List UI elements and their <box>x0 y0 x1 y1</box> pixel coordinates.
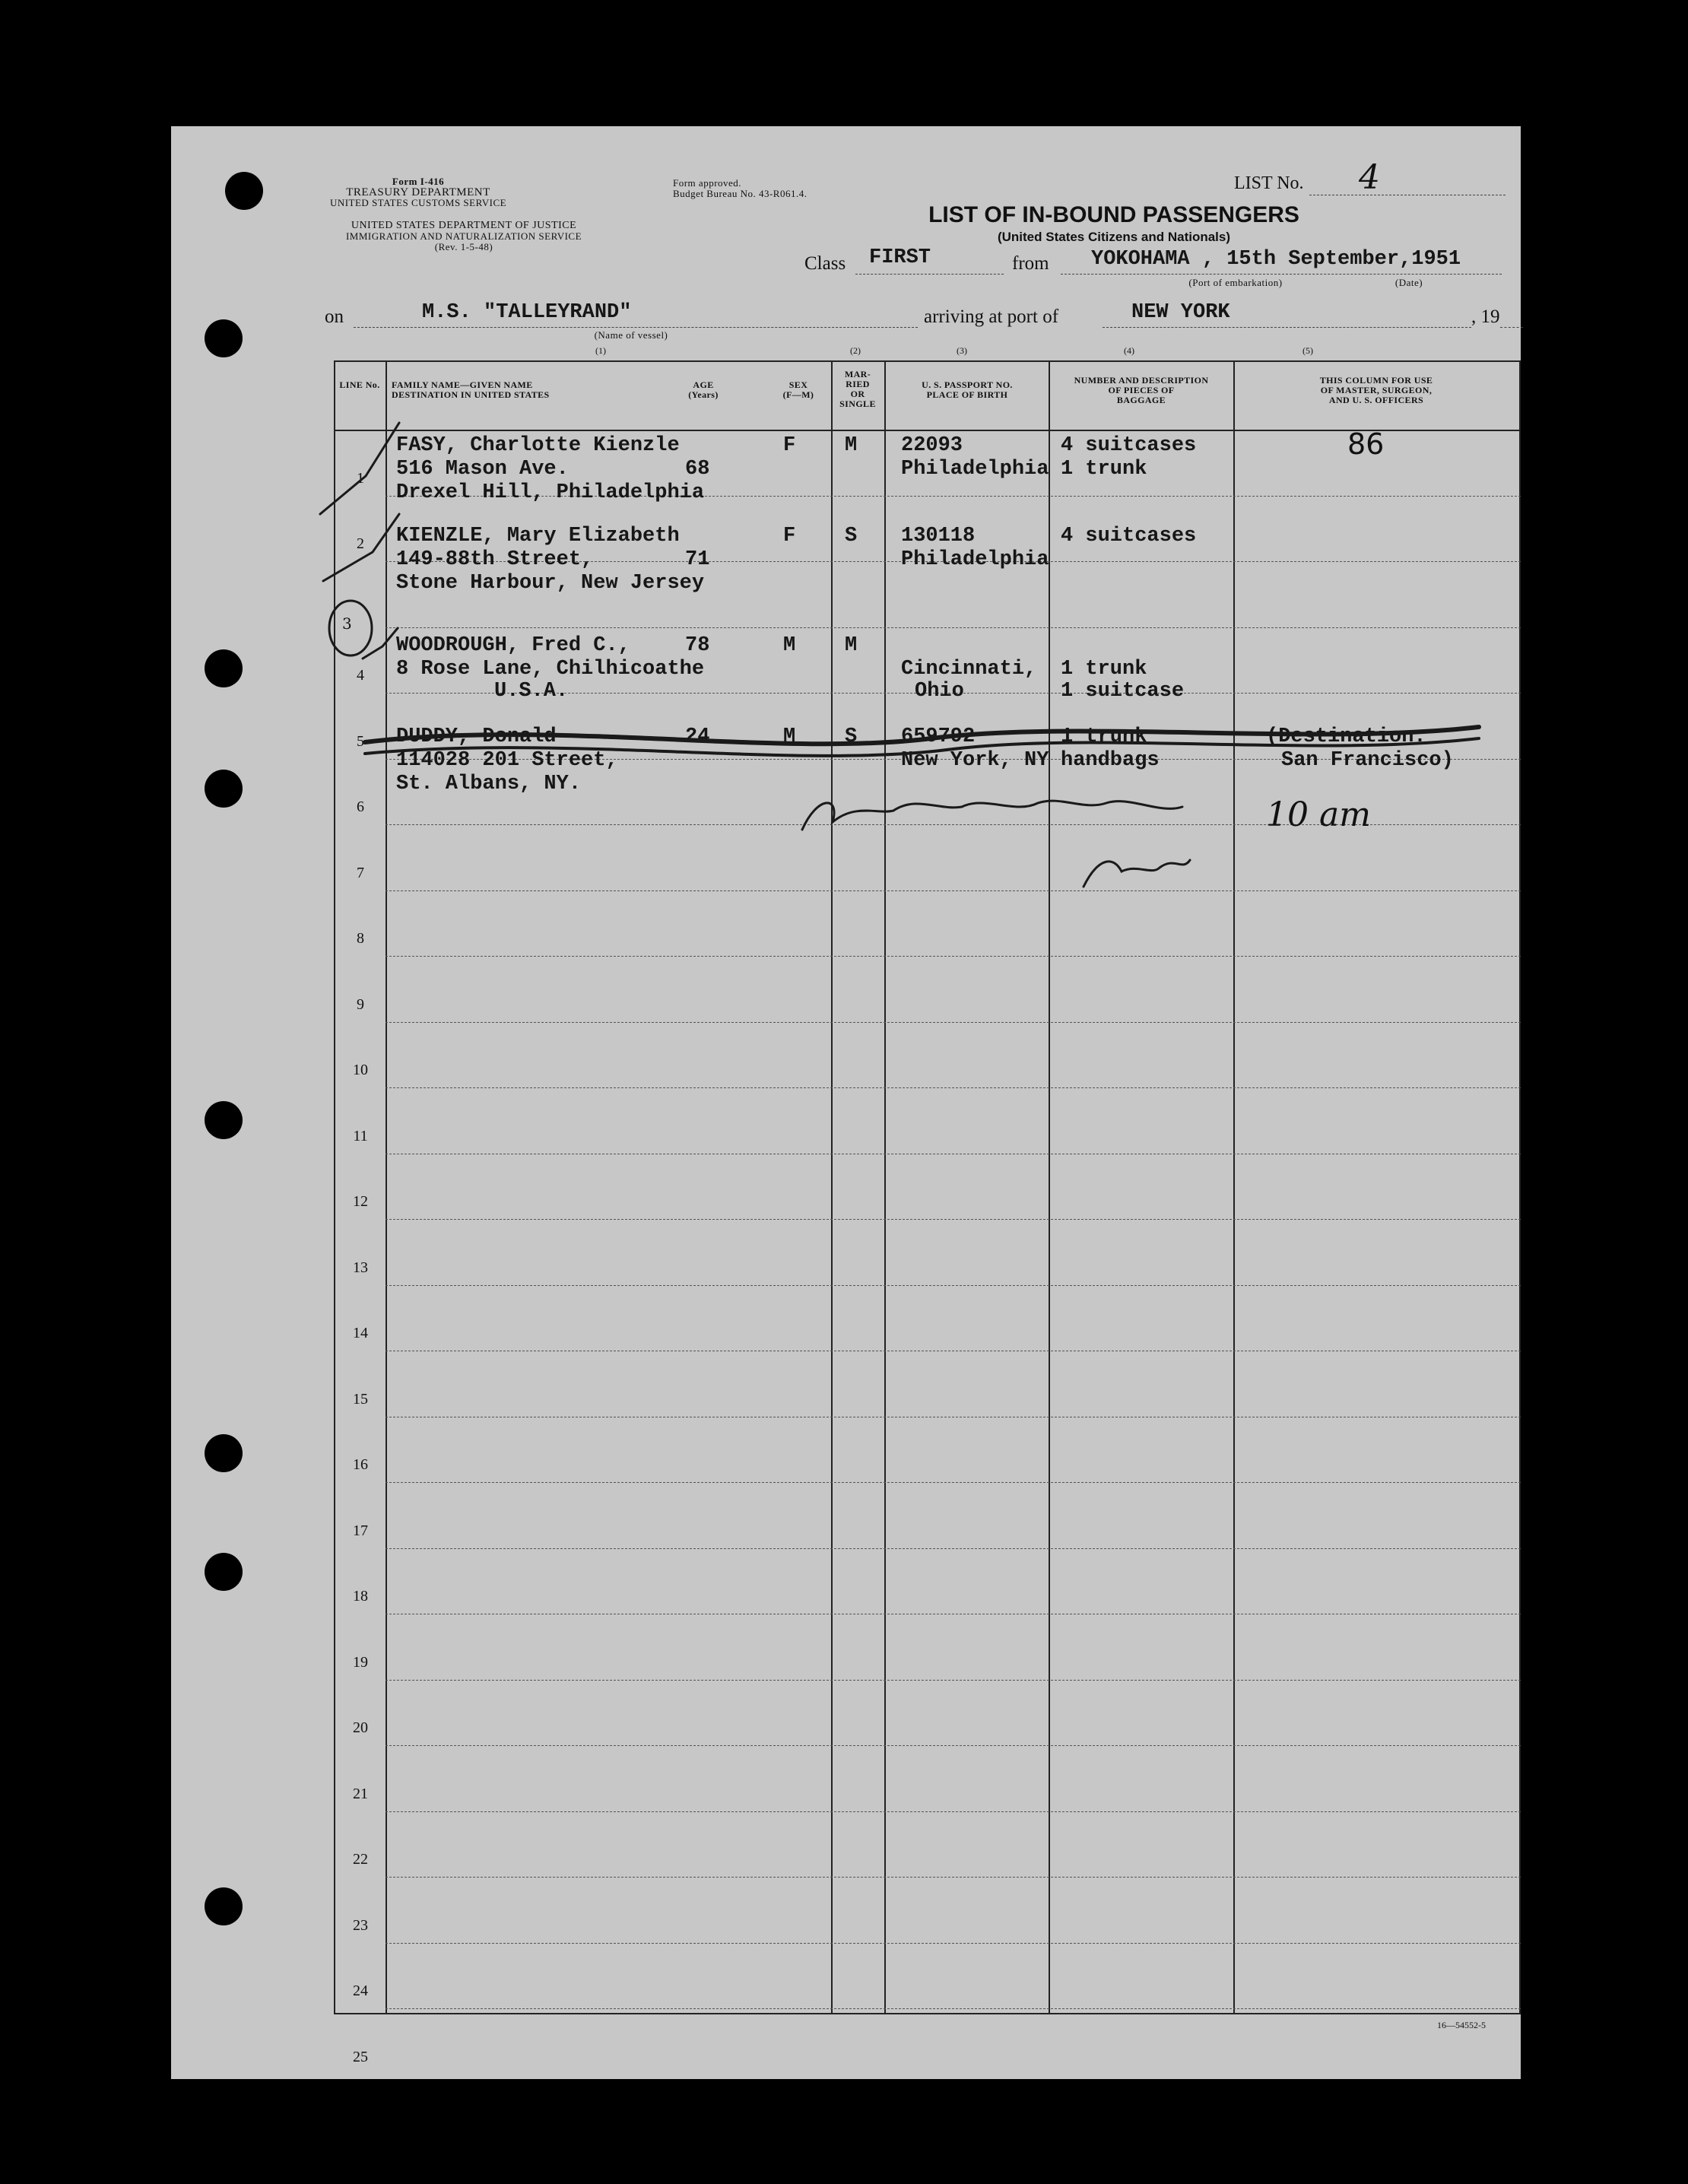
p3-sex: M <box>783 634 796 657</box>
p1-bag1: 4 suitcases <box>1061 434 1197 457</box>
header-officers-line3: AND U. S. OFFICERS <box>1328 395 1424 405</box>
header-passport-line2: PLACE OF BIRTH <box>926 389 1008 400</box>
p3-addr1: 8 Rose Lane, Chilhicoathe <box>396 658 705 681</box>
row-rule <box>386 1680 1521 1681</box>
page-title: LIST OF IN-BOUND PASSENGERS <box>928 202 1299 227</box>
arriving-value: NEW YORK <box>1131 301 1230 324</box>
line-number: 8 <box>357 930 364 947</box>
p2-addr1: 149-88th Street, <box>396 548 594 571</box>
on-label: on <box>325 306 344 327</box>
p2-bag1: 4 suitcases <box>1061 525 1197 548</box>
header-officers-line1: THIS COLUMN FOR USE <box>1319 375 1433 386</box>
line-number: 24 <box>353 1982 368 1999</box>
p4-birth: New York, NY <box>901 749 1049 772</box>
p3-addr2: U.S.A. <box>494 680 569 703</box>
header-line-no: LINE No. <box>339 379 380 390</box>
line-number: 12 <box>353 1193 368 1210</box>
line-number: 16 <box>353 1456 368 1473</box>
p4-age: 24 <box>685 725 710 748</box>
treasury-dept: TREASURY DEPARTMENT <box>346 186 490 198</box>
p3-age: 78 <box>685 634 710 657</box>
inspector-initials <box>1084 860 1190 887</box>
vessel-caption: (Name of vessel) <box>594 329 668 341</box>
p2-passport: 130118 <box>901 525 976 548</box>
p1-age: 68 <box>685 458 710 481</box>
p2-married: S <box>845 525 858 548</box>
line-number: 13 <box>353 1259 368 1276</box>
p2-sex: F <box>783 525 796 548</box>
header-sex-line1: SEX <box>788 379 808 390</box>
checkmark-line-2 <box>323 514 399 581</box>
p4-bag1: 1 trunk <box>1061 725 1147 748</box>
header-name-line1: FAMILY NAME—GIVEN NAME <box>392 379 533 390</box>
circled-line-number: 3 <box>342 614 352 633</box>
p2-name: KIENZLE, Mary Elizabeth <box>396 525 680 548</box>
punch-hole <box>205 1101 243 1139</box>
line-number: 14 <box>353 1325 368 1341</box>
printer-code: 16—54552-5 <box>1437 2020 1486 2030</box>
customs-service: UNITED STATES CUSTOMS SERVICE <box>329 197 507 208</box>
time-annotation: 10 am <box>1266 795 1371 834</box>
line-number: 7 <box>357 864 364 881</box>
budget-bureau: Budget Bureau No. 43-R061.4. <box>673 188 808 199</box>
line-number: 20 <box>353 1719 368 1736</box>
punch-hole <box>205 1553 243 1591</box>
header-baggage-line1: NUMBER AND DESCRIPTION <box>1074 375 1209 386</box>
col-number-4: (4) <box>1124 345 1134 356</box>
header-age-line2: (Years) <box>688 389 719 400</box>
row-rule <box>386 2008 1521 2009</box>
p3-bag1: 1 trunk <box>1061 658 1147 681</box>
line-number: 10 <box>353 1062 368 1078</box>
header-baggage-line3: BAGGAGE <box>1116 395 1166 405</box>
p4-bag2: handbags <box>1061 749 1160 772</box>
p4-note2: San Francisco) <box>1281 749 1454 772</box>
p1-passport: 22093 <box>901 434 963 457</box>
header-sex-line2: (F—M) <box>782 389 814 400</box>
p3-name: WOODROUGH, Fred C., <box>396 634 630 657</box>
p4-note1: (Destination: <box>1266 725 1426 748</box>
row-rule <box>386 1285 1521 1286</box>
punch-hole <box>205 1887 243 1925</box>
p4-sex: M <box>783 725 796 748</box>
strikethrough-line-5 <box>365 727 1479 744</box>
line-number: 23 <box>353 1916 368 1934</box>
row-rule <box>386 1745 1521 1746</box>
punch-hole <box>205 1434 243 1472</box>
line-number: 19 <box>353 1653 368 1671</box>
year-label: , 19 <box>1471 306 1500 327</box>
row-rule <box>386 1548 1521 1549</box>
from-value: YOKOHAMA , 15th September,1951 <box>1091 248 1461 271</box>
line-number: 17 <box>353 1522 368 1539</box>
line-number: 11 <box>353 1127 368 1144</box>
p4-addr1: 114028 201 Street, <box>396 749 618 772</box>
p3-birth2: Ohio <box>915 680 964 703</box>
header-married-line3: OR <box>850 389 865 399</box>
col-number-2: (2) <box>850 345 861 356</box>
line-number: 22 <box>353 1851 368 1868</box>
row-rule <box>386 1877 1521 1878</box>
p1-bag2: 1 trunk <box>1061 458 1147 481</box>
row-rule <box>386 1482 1521 1483</box>
p2-birth: Philadelphia <box>901 548 1049 571</box>
p1-name: FASY, Charlotte Kienzle <box>396 434 680 457</box>
row-rule <box>386 1811 1521 1812</box>
p4-name: DUDDY, Donald <box>396 725 557 748</box>
arriving-label: arriving at port of <box>924 306 1059 327</box>
header-passport-line1: U. S. PASSPORT NO. <box>922 379 1013 390</box>
inspector-signature <box>802 801 1182 830</box>
line-number: 21 <box>353 1785 368 1802</box>
p4-married: S <box>845 725 858 748</box>
p1-married: M <box>845 434 858 457</box>
page-subtitle: (United States Citizens and Nationals) <box>997 230 1231 244</box>
line-number: 4 <box>357 667 364 684</box>
col-number-3: (3) <box>957 345 967 356</box>
p3-bag2: 1 suitcase <box>1061 680 1185 703</box>
row-rule <box>386 1943 1521 1944</box>
line-number: 6 <box>357 798 364 815</box>
line-number: 25 <box>353 2048 368 2065</box>
p2-age: 71 <box>685 548 710 571</box>
p4-passport: 659792 <box>901 725 976 748</box>
col-number-5: (5) <box>1302 345 1313 356</box>
list-number-value: 4 <box>1359 158 1380 197</box>
date-caption: (Date) <box>1395 277 1423 288</box>
line-number: 9 <box>357 995 364 1013</box>
row-rule <box>386 1087 1521 1088</box>
manifest-sheet <box>171 126 1521 2079</box>
form-approved: Form approved. <box>673 177 742 189</box>
line-number: 18 <box>353 1588 368 1605</box>
p1-sex: F <box>783 434 796 457</box>
justice-dept: UNITED STATES DEPARTMENT OF JUSTICE <box>351 220 577 231</box>
revision: (Rev. 1-5-48) <box>434 241 493 252</box>
form-id: Form I-416 <box>392 176 445 187</box>
row-rule <box>386 1219 1521 1220</box>
p4-addr2: St. Albans, NY. <box>396 773 582 795</box>
vessel-value: M.S. "TALLEYRAND" <box>422 301 632 324</box>
from-label: from <box>1012 253 1049 274</box>
header-age-line1: AGE <box>693 379 714 390</box>
header-married-line2: RIED <box>846 379 870 389</box>
line-number: 15 <box>353 1390 368 1408</box>
p1-birth: Philadelphia <box>901 458 1049 481</box>
p3-birth1: Cincinnati, <box>901 658 1037 681</box>
class-value: FIRST <box>869 246 931 269</box>
handwriting-overlay <box>171 126 1521 1039</box>
line-number: 2 <box>357 535 364 552</box>
class-label: Class <box>804 253 846 274</box>
p1-addr1: 516 Mason Ave. <box>396 458 569 481</box>
p1-officer-note: 86 <box>1347 427 1385 461</box>
p2-addr2: Stone Harbour, New Jersey <box>396 572 705 595</box>
header-name-line2: DESTINATION IN UNITED STATES <box>392 389 550 400</box>
p3-married: M <box>845 634 858 657</box>
checkmark-line-1 <box>320 423 399 514</box>
list-number-label: LIST No. <box>1234 173 1304 193</box>
port-caption: (Port of embarkation) <box>1188 277 1283 288</box>
header-married-line4: SINGLE <box>839 398 876 409</box>
ins-service: IMMIGRATION AND NATURALIZATION SERVICE <box>345 230 582 242</box>
col-number-1: (1) <box>595 345 606 356</box>
line-number: 1 <box>357 469 364 487</box>
header-married-line1: MAR- <box>844 369 871 379</box>
header-officers-line2: OF MASTER, SURGEON, <box>1320 385 1433 395</box>
header-baggage-line2: OF PIECES OF <box>1108 385 1175 395</box>
line-number: 5 <box>357 732 364 750</box>
p1-addr2: Drexel Hill, Philadelphia <box>396 481 705 504</box>
